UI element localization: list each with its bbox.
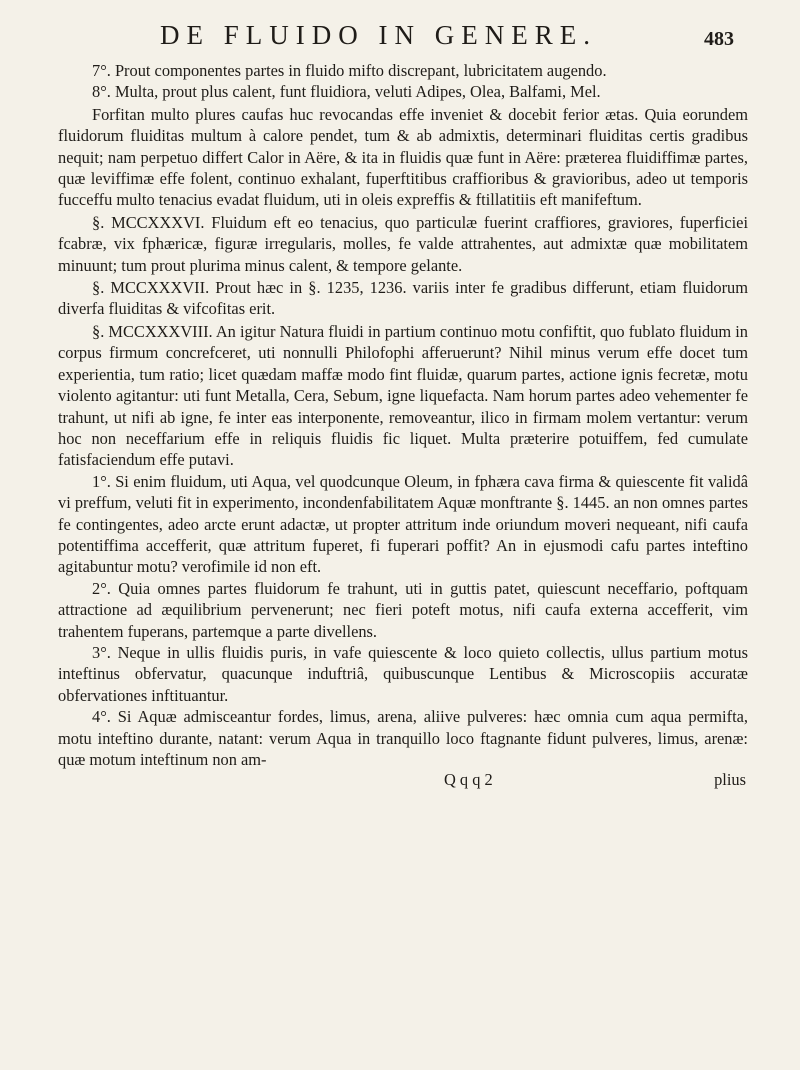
point-1: 1°. Si enim fluidum, uti Aqua, vel quodcunque Oleum, in fphæra cava firma & quiescente fit validâ vi preffum, veluti fit in experimento, incondenfabilitatem Aquæ monftrante §. 1445. an non omnes partes fe contingentes, adeo arcte erunt adactæ, ut propter attritum inde oriundum moveri nequeant, nifi caufa potentiffima accefferit, quæ attritum fuperet, fi fuperari poffit? An in ejusmodi cafu partes inteftino agitabuntur motu? verofimile id non eft. bbox=[58, 471, 748, 577]
point-4: 4°. Si Aquæ admisceantur fordes, limus, arena, aliive pulveres: hæc omnia cum aqua permifta, motu inteftino durante, natant: verum Aqua in tranquillo loco ftagnante fidunt pulveres, limus, arenæ: quæ motum inteftinum non am- bbox=[58, 707, 748, 769]
body-text bbox=[58, 60, 748, 770]
page-footer bbox=[58, 770, 748, 794]
section-1237: §. MCCXXXVII. Prout hæc in §. 1235, 1236. variis inter fe gradibus differunt, etiam fluidorum diverfa fluiditas & vifcofitas erit. bbox=[58, 278, 748, 319]
running-title: DE FLUIDO IN GENERE. bbox=[160, 20, 597, 50]
point-3: 3°. Neque in ullis fluidis puris, in vafe quiescente & loco quieto collectis, ullus partium motus inteftinus obfervatur, quacunque induftriâ, quibuscunque Lentibus & Microscopiis accuratæ obfervationes inftituantur. bbox=[58, 642, 748, 705]
section-1238: §. MCCXXXVIII. An igitur Natura fluidi in partium continuo motu confiftit, quo fublato fluidum in corpus firmum concrefceret, uti nonnulli Philofophi afferuerunt? Nihil minus verum effe docet tum experientia, tum ratio; licet quædam maffæ modo fint fluidæ, quarum partes, actione ignis fecretæ, motu violento agitantur: uti funt Metalla, Cera, Sebum, igne liquefacta. Nam horum partes adeo vehementer fe trahunt, ut nifi ab igne, fe inter eas interponente, removeantur, ilico in firmam molem vertantur: verum hoc non neceffarium effe in reliquis fluidis fic liquet. Multa præterire potuiffem, fed cumulate fatisfaciendum effe putavi. bbox=[58, 321, 749, 470]
running-head bbox=[58, 20, 748, 60]
signature-mark: Q q q 2 bbox=[444, 770, 493, 790]
paragraph-7: 7°. Prout componentes partes in fluido mifto discrepant, lubricitatem augendo. bbox=[92, 61, 607, 80]
page-number: 483 bbox=[704, 28, 734, 50]
section-1236: §. MCCXXXVI. Fluidum eft eo tenacius, quo particulæ fuerint craffiores, graviores, fuperficiei fcabræ, vix fphæricæ, figuræ irregularis, molles, fe valde attrahentes, aut admixtæ quæ mobilitatem minuunt; tum prout plurima minus calent, & tempore gelante. bbox=[58, 212, 748, 275]
paragraph-8: 8°. Multa, prout plus calent, funt fluidiora, veluti Adipes, Olea, Balfami, Mel. bbox=[92, 82, 601, 102]
catchword: plius bbox=[714, 770, 746, 790]
point-2: 2°. Quia omnes partes fluidorum fe trahunt, uti in guttis patet, quiescunt neceffario, poftquam attractione ad æquilibrium pervenerunt; nec fieri poteft motus, nifi caufa externa accefferit, vim trahentem fuperans, partemque a parte divellens. bbox=[58, 578, 748, 641]
paragraph-forsitan: Forfitan multo plures caufas huc revocandas effe inveniet & docebit ferior ætas. Quia eorundem fluidorum fluiditas multum à calore pendet, tum & ab admixtis, determinari fluiditas certis gradibus nequit; nam perpetuo differt Calor in Aëre, & ita in fluidis quæ funt in Aëre: præterea fluidiffimæ partes, quæ leviffimæ effe folent, continuo exhalant, fuperftitibus craffioribus & gravioribus, adeo ut temporis fucceffu multo tenacius evadat fluidum, uti in oleis expreffis & ftillatitiis eft manifeftum. bbox=[58, 104, 748, 210]
